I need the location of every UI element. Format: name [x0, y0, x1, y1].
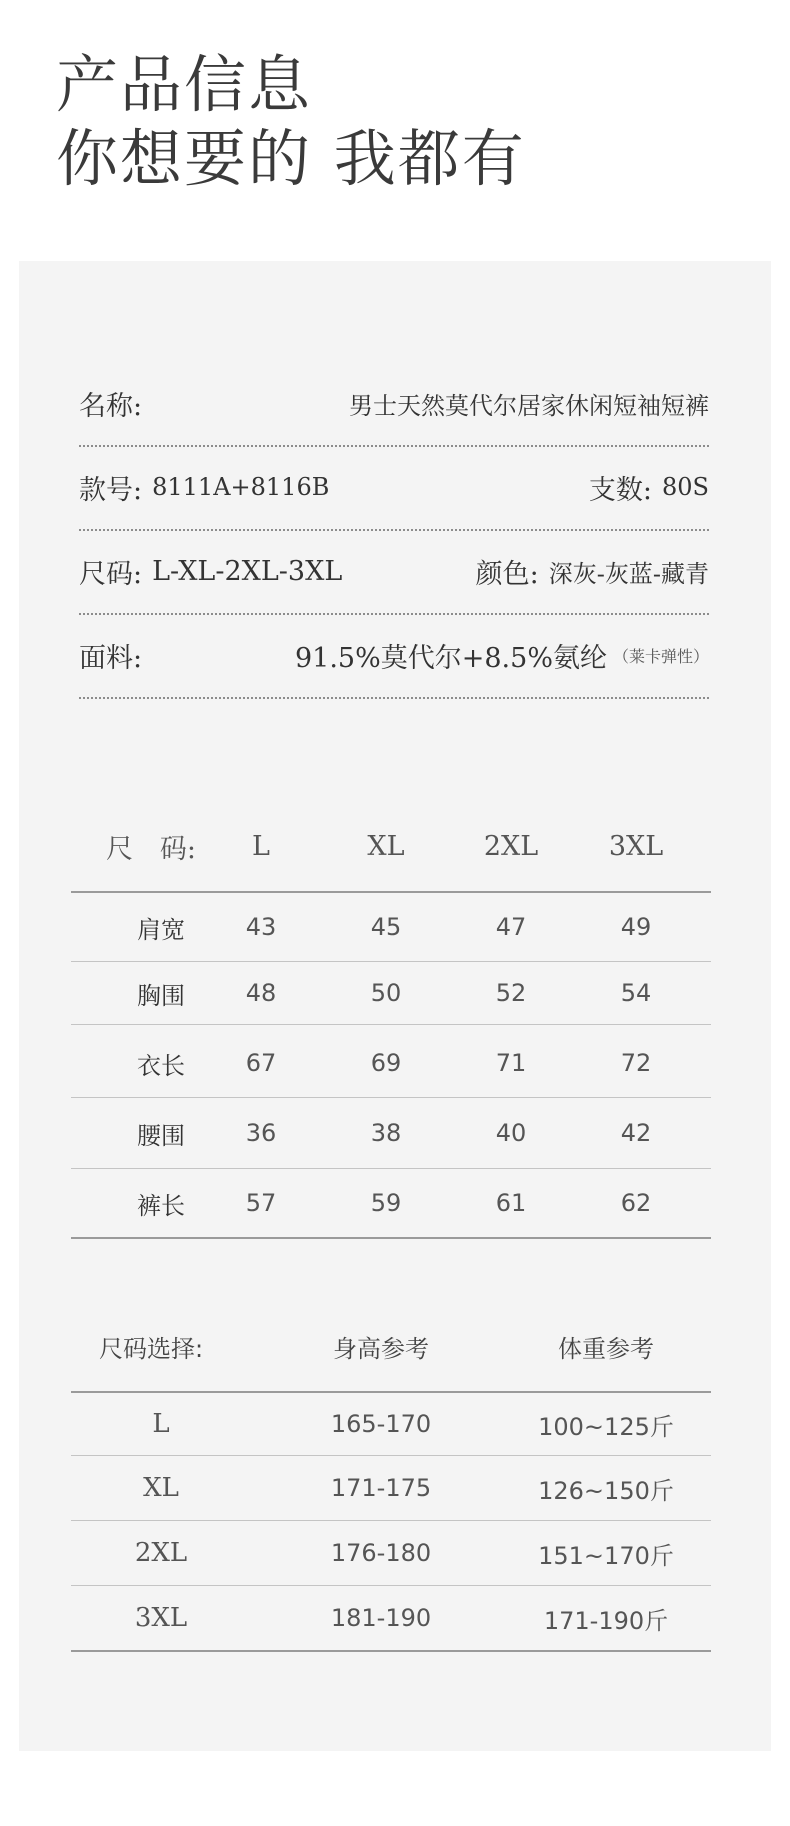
style-value: 8111A+8116B: [152, 473, 330, 501]
fabric-note: （莱卡弹性）: [612, 646, 709, 666]
color-label: 颜色:: [475, 558, 539, 590]
cell: 50: [370, 979, 402, 1007]
name-value: 男士天然莫代尔居家休闲短袖短裤: [349, 391, 709, 420]
cell: 47: [495, 913, 527, 941]
select-height: 165-170: [330, 1410, 432, 1438]
select-size: 2XL: [134, 1538, 188, 1568]
row-label: 胸围: [137, 981, 185, 1010]
cell: 62: [620, 1189, 652, 1217]
cell: 57: [245, 1189, 277, 1217]
row-label: 肩宽: [137, 915, 185, 944]
table-row: [71, 1586, 711, 1652]
color-value: 深灰-灰蓝-藏青: [548, 559, 709, 588]
cell: 54: [620, 979, 652, 1007]
style-label: 款号:: [79, 474, 143, 506]
name-label: 名称:: [79, 390, 143, 422]
row-label: 衣长: [137, 1051, 185, 1080]
select-table-header: [71, 1301, 711, 1393]
info-row-style: [79, 445, 709, 531]
cell: 48: [245, 979, 277, 1007]
row-label: 裤长: [137, 1191, 185, 1220]
cell: 40: [495, 1119, 527, 1147]
size-col-3xl: 3XL: [608, 830, 664, 862]
cell: 67: [245, 1049, 277, 1077]
table-row: [71, 962, 711, 1025]
select-height: 176-180: [330, 1539, 432, 1567]
size-header-label: 尺 码:: [105, 833, 197, 865]
cell: 45: [370, 913, 402, 941]
select-weight: 100~125斤: [538, 1412, 674, 1441]
select-height: 181-190: [330, 1604, 432, 1632]
table-row: [71, 1169, 711, 1239]
count-value: 80S: [662, 473, 709, 501]
select-header-weight: 体重参考: [558, 1334, 654, 1363]
select-weight: 126~150斤: [538, 1476, 674, 1505]
fabric-label: 面料:: [79, 642, 143, 674]
info-row-name: [79, 361, 709, 447]
table-row: [71, 1098, 711, 1169]
table-row: [71, 893, 711, 962]
size-col-2xl: 2XL: [483, 830, 539, 862]
cell: 43: [245, 913, 277, 941]
size-table-header: [71, 801, 711, 893]
select-height: 171-175: [330, 1474, 432, 1502]
page-heading: [56, 48, 526, 196]
cell: 42: [620, 1119, 652, 1147]
cell: 69: [370, 1049, 402, 1077]
size-label: 尺码:: [79, 558, 143, 590]
table-row: [71, 1456, 711, 1521]
select-size: L: [152, 1409, 170, 1439]
cell: 52: [495, 979, 527, 1007]
cell: 49: [620, 913, 652, 941]
size-value: L-XL-2XL-3XL: [152, 555, 343, 587]
select-size: 3XL: [134, 1603, 188, 1633]
heading-title: 产品信息: [56, 48, 313, 121]
row-label: 腰围: [137, 1121, 185, 1150]
info-row-size-color: [79, 529, 709, 615]
fabric-value: 91.5%莫代尔+8.5%氨纶: [294, 642, 607, 674]
table-row: [71, 1393, 711, 1456]
select-weight: 171-190斤: [543, 1606, 669, 1635]
cell: 61: [495, 1189, 527, 1217]
select-size: XL: [143, 1473, 179, 1503]
info-row-fabric: [79, 613, 709, 699]
cell: 71: [495, 1049, 527, 1077]
table-row: [71, 1029, 711, 1098]
heading-subtitle: 你想要的 我都有: [56, 122, 526, 195]
product-info-panel: [19, 261, 771, 1751]
cell: 59: [370, 1189, 402, 1217]
cell: 38: [370, 1119, 402, 1147]
size-col-l: L: [252, 830, 270, 862]
cell: 36: [245, 1119, 277, 1147]
size-col-xl: XL: [367, 830, 405, 862]
select-header-size: 尺码选择:: [98, 1334, 204, 1363]
count-label: 支数:: [588, 474, 653, 506]
select-header-height: 身高参考: [333, 1334, 429, 1363]
table-row: [71, 1521, 711, 1586]
cell: 72: [620, 1049, 652, 1077]
select-weight: 151~170斤: [538, 1541, 674, 1570]
